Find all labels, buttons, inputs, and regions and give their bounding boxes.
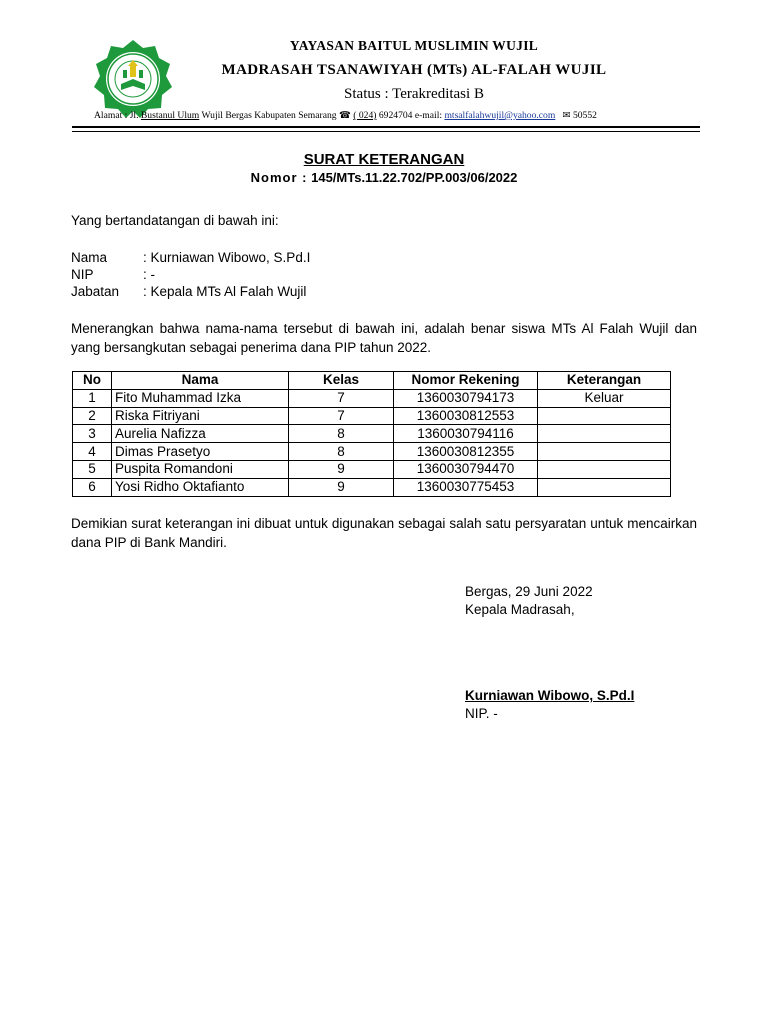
- field-value-nip: : -: [143, 267, 155, 282]
- table-row: [73, 425, 671, 443]
- table-row: [73, 389, 671, 407]
- postal-code: ✉ 50552: [562, 110, 597, 121]
- cell-kelas: 9: [289, 478, 394, 496]
- cell-nomor-rekening: 1360030812553: [394, 407, 538, 425]
- cell-kelas: 8: [289, 443, 394, 461]
- table-row: [73, 443, 671, 461]
- cell-nomor-rekening: 1360030775453: [394, 478, 538, 496]
- header-no: No: [73, 372, 112, 390]
- cell-nama: Dimas Prasetyo: [112, 443, 289, 461]
- header-keterangan: Keterangan: [538, 372, 671, 390]
- opening-line: Yang bertandatangan di bawah ini:: [71, 213, 279, 228]
- cell-nomor-rekening: 1360030794116: [394, 425, 538, 443]
- header-divider-thick: [72, 126, 700, 128]
- cell-nomor-rekening: 1360030794470: [394, 460, 538, 478]
- field-value-nama: : Kurniawan Wibowo, S.Pd.I: [143, 250, 311, 265]
- cell-nomor-rekening: 1360030812355: [394, 443, 538, 461]
- cell-nomor-rekening: 1360030794173: [394, 389, 538, 407]
- cell-nama: Fito Muhammad Izka: [112, 389, 289, 407]
- cell-no: 3: [73, 425, 112, 443]
- cell-keterangan: [538, 407, 671, 425]
- address-mid2: 6924704 e-mail:: [376, 110, 445, 121]
- field-label-nama: Nama: [71, 250, 108, 265]
- cell-keterangan: [538, 478, 671, 496]
- table-row: [73, 478, 671, 496]
- closing-paragraph: Demikian surat keterangan ini dibuat untuk digunakan sebagai salah satu persyaratan untuk mencairkan dana PIP di Bank Mandiri.: [71, 516, 697, 550]
- signature-position: Kepala Madrasah,: [465, 602, 575, 617]
- header-divider-thin: [72, 131, 700, 132]
- cell-nama: Yosi Ridho Oktafianto: [112, 478, 289, 496]
- field-value-jabatan: : Kepala MTs Al Falah Wujil: [143, 284, 307, 299]
- table-header-row: [73, 372, 671, 390]
- header-nomor-rekening: Nomor Rekening: [394, 372, 538, 390]
- student-table: [72, 371, 671, 497]
- statement-paragraph: Menerangkan bahwa nama-nama tersebut di bawah ini, adalah benar siswa MTs Al Falah Wujil dan yang bersangkutan sebagai penerima dana PIP tahun 2022.: [71, 321, 697, 355]
- letter-title: SURAT KETERANGAN: [303, 151, 465, 168]
- cell-no: 1: [73, 389, 112, 407]
- field-label-jabatan: Jabatan: [71, 284, 120, 299]
- field-label-nip: NIP: [71, 267, 94, 282]
- letter-number-value: 145/MTs.11.22.702/PP.003/06/2022: [311, 170, 518, 185]
- cell-kelas: 9: [289, 460, 394, 478]
- signature-nip: NIP. -: [465, 706, 498, 721]
- header-nama: Nama: [112, 372, 289, 390]
- cell-no: 6: [73, 478, 112, 496]
- cell-no: 5: [73, 460, 112, 478]
- cell-kelas: 7: [289, 389, 394, 407]
- accreditation-status: Status : Terakreditasi B: [344, 86, 484, 102]
- cell-no: 2: [73, 407, 112, 425]
- header-kelas: Kelas: [289, 372, 394, 390]
- cell-no: 4: [73, 443, 112, 461]
- cell-kelas: 8: [289, 425, 394, 443]
- school-name: MADRASAH TSANAWIYAH (MTs) AL-FALAH WUJIL: [221, 62, 607, 78]
- email-link[interactable]: mtsalfalahwujil@yahoo.com: [444, 110, 556, 121]
- cell-keterangan: [538, 425, 671, 443]
- address-phone: ( 024): [353, 110, 377, 121]
- foundation-name: YAYASAN BAITUL MUSLIMIN WUJIL: [289, 38, 539, 53]
- table-row: [73, 407, 671, 425]
- cell-nama: Riska Fitriyani: [112, 407, 289, 425]
- cell-keterangan: [538, 443, 671, 461]
- address-street: Bustanul Ulum: [140, 110, 200, 121]
- table-row: [73, 460, 671, 478]
- cell-nama: Aurelia Nafizza: [112, 425, 289, 443]
- school-address: [94, 110, 597, 121]
- signature-place-date: Bergas, 29 Juni 2022: [465, 584, 593, 599]
- signature-name: Kurniawan Wibowo, S.Pd.I: [465, 688, 635, 703]
- letter-number-label: Nomor :: [250, 170, 308, 185]
- cell-nama: Puspita Romandoni: [112, 460, 289, 478]
- cell-kelas: 7: [289, 407, 394, 425]
- cell-keterangan: Keluar: [538, 389, 671, 407]
- cell-keterangan: [538, 460, 671, 478]
- address-prefix: Alamat : Jl.: [94, 110, 141, 121]
- letter-number: [0, 170, 768, 185]
- address-mid: Wujil Bergas Kabupaten Semarang ☎: [199, 110, 354, 121]
